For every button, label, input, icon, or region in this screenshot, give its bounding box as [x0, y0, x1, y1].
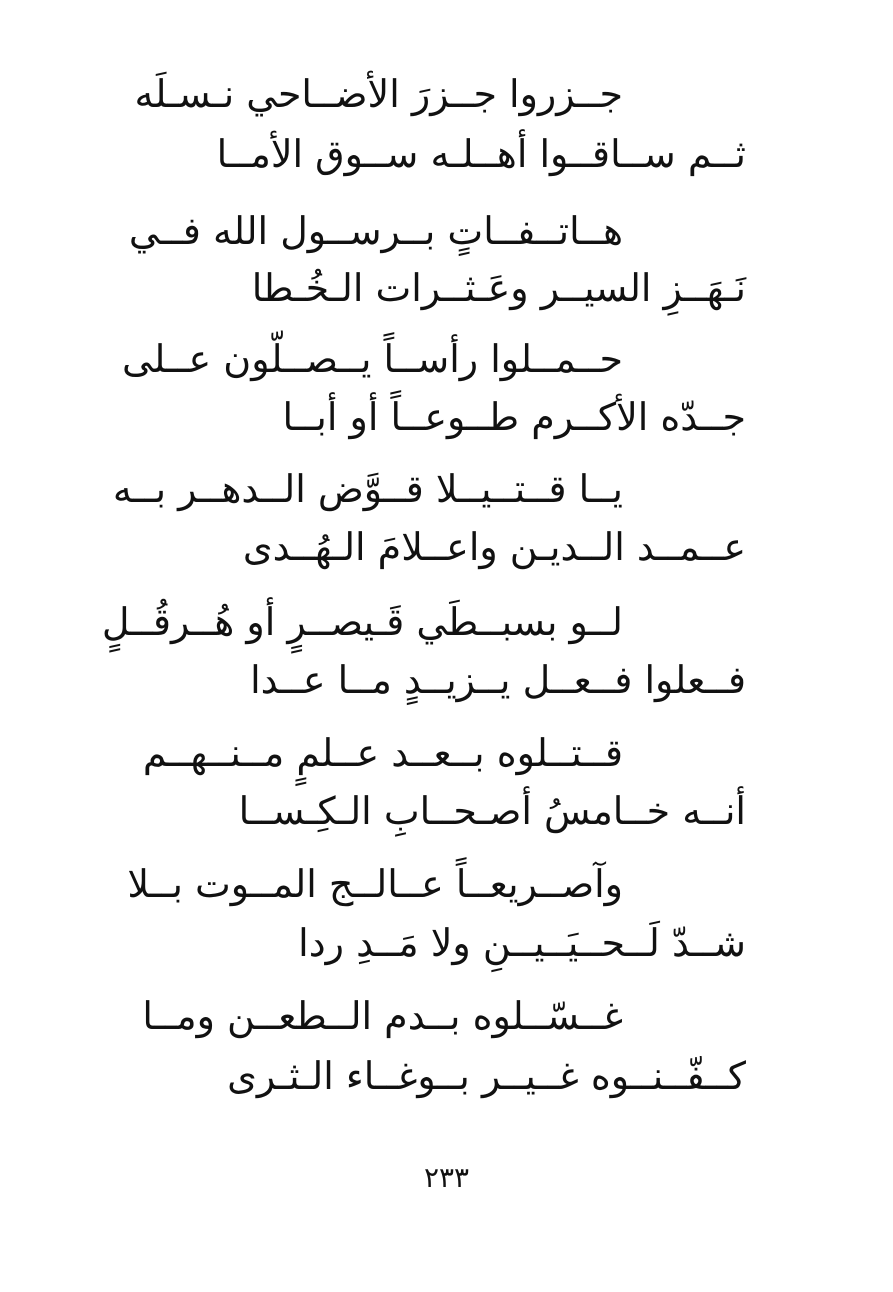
verse-3-second-hemistich: جــدّه الأكــرم طــوعــاً أو أبــا — [282, 395, 746, 439]
verse-3-first-hemistich: حــمــلوا رأســاً يــصــلّون عــلى — [122, 337, 623, 381]
verse-1-first-hemistich: جــزروا جــزرَ الأضــاحي نـسـلَه — [134, 72, 623, 116]
verse-1-second-hemistich: ثــم ســاقــوا أهــلـه ســوق الأمــا — [216, 132, 746, 176]
verse-6-second-hemistich: أنــه خــامسُ أصـحــابِ الـكِـســا — [238, 789, 746, 833]
verse-5-first-hemistich: لــو بسبــطَي قَـيصــرٍ أو هُــرقُــلٍ — [101, 600, 623, 644]
verse-4-first-hemistich: يــا قــتــيــلا قــوَّض الــدهــر بــه — [112, 467, 623, 511]
verse-8-first-hemistich: غــسّــلوه بــدم الــطعــن ومــا — [142, 994, 623, 1038]
verse-2-second-hemistich: نَـهَــزِ السيــر وعَـثــرات الـخُـطا — [251, 266, 746, 310]
verse-7-second-hemistich: شــدّ لَــحــيَــيــنِ ولا مَــدِ ردا — [298, 921, 746, 965]
verse-7-first-hemistich: وآصــريعــاً عــالــج المــوت بــلا — [127, 862, 623, 906]
verse-5-second-hemistich: فــعلوا فــعــل يــزيــدٍ مــا عــدا — [250, 658, 746, 702]
verse-8-second-hemistich: كــفّــنــوه غــيــر بــوغــاء الـثـرى — [227, 1054, 746, 1098]
verse-2-first-hemistich: هــاتــفــاتٍ بــرســول الله فــي — [128, 209, 623, 253]
verse-4-second-hemistich: عــمــد الــديـن واعــلامَ الـهُــدى — [242, 525, 746, 569]
page-number: ٢٣٣ — [423, 1161, 470, 1194]
verse-6-first-hemistich: قــتــلوه بــعــد عــلمٍ مــنــهــم — [142, 731, 623, 775]
